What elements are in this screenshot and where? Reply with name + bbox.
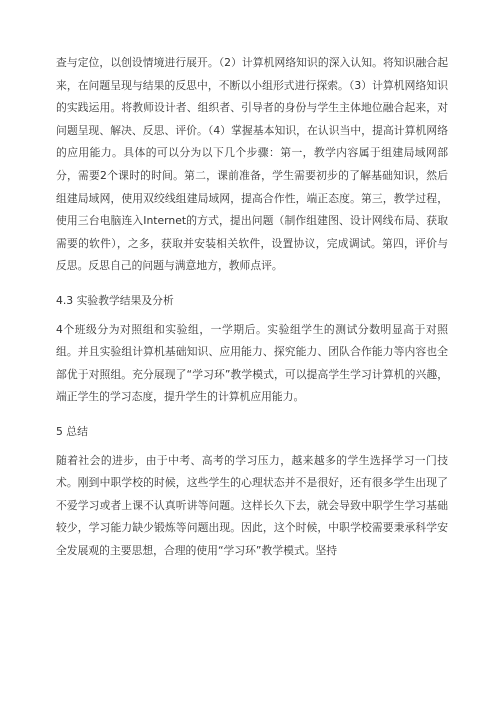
- paragraph-summary: 随着社会的进步，由于中考、高考的学习压力，越来越多的学生选择学习一门技术。刚到中职学校的时候，这些学生的心理状态并不是很好，还有很多学生出现了不爱学习或者上课不认真听讲等问题。这样长久下去，就会导致中职学生学习基础较少，学习能力缺少锻炼等问题出现。因此，这个时候，中职学校需要秉承科学安全发展观的主要思想，合理的使用“学习环”教学模式。坚持: [56, 453, 448, 557]
- document-page: [56, 52, 448, 562]
- paragraph-teaching-steps: 查与定位，以创设情境进行展开。（2）计算机网络知识的深入认知。将知识融合起来，在问题呈现与结果的反思中，不断以小组形式进行探索。（3）计算机网络知识的实践运用。将教师设计者、组织者、引导者的身份与学生主体地位融合起来，对问题呈现、解决、反思、评价。（4）掌握基本知识，在认识当中，提高计算机网络的应用能力。具体的可以分为以下几个步骤：第一，教学内容属于组建局域网部分，需要2个课时的时间。第二，课前准备，学生需要初步的了解基础知识，然后组建局域网，使用双绞线组建局域网，提高合作性，端正态度。第三，教学过程，使用三台电脑连入Internet的方式，提出问题（制作组建图、设计网线布局、获取需要的软件），之多，获取并安装相关软件，设置协议，完成调试。第四，评价与反思。反思自己的问题与满意地方，教师点评。: [56, 56, 448, 273]
- section-heading-4-3: 4.3 实验教学结果及分析: [56, 293, 174, 307]
- section-heading-5: 5 总结: [56, 424, 88, 438]
- paragraph-experiment-results: 4个班级分为对照组和实验组，一学期后。实验组学生的测试分数明显高于对照组。并且实验组计算机基础知识、应用能力、探究能力、团队合作能力等内容也全部优于对照组。充分展现了“学习环”教学模式，可以提高学生学习计算机的兴趣，端正学生的学习态度，提升学生的计算机应用能力。: [56, 322, 448, 404]
